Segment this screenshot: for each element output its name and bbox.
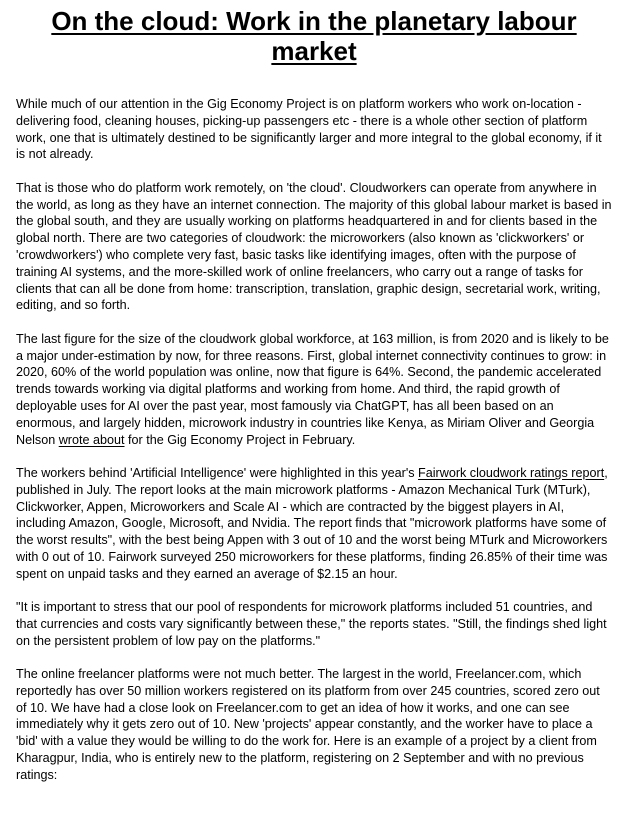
wrote-about-link[interactable]: wrote about xyxy=(58,432,125,447)
article xyxy=(16,0,612,784)
paragraph-text: The last figure for the size of the cloudwork global workforce, at 163 million, is from 2020 and is likely to be a major under-estimation by now, for three reasons. First, global internet connectivity continues to grow: in 2020, 60% of the world population was online, now that figure is 64%. Second, the pandemic accelerated trends towards working via digital platforms and working from home. And third, the rapid growth of deployable uses for AI over the past year, most famously via ChatGPT, has all been based on an enormous, and largely hidden, microwork industry in countries like Kenya, as Miriam Oliver and Georgia Nelson xyxy=(16,331,609,447)
paragraph-text: , published in July. The report looks at the main microwork platforms - Amazon Mechanical Turk (MTurk), Clickworker, Appen, Microworkers and Scale AI - which are contracted by the biggest players in AI, including Amazon, Google, Microsoft, and Nvidia. The report finds that "microwork platforms have some of the worst results", with the best being Appen with 3 out of 10 and the worst being MTurk and Microworkers with 0 out of 10. Fairwork surveyed 250 microworkers for these platforms, finding 26.85% of their time was spent on unpaid tasks and they earned an average of $2.15 an hour. xyxy=(16,465,608,581)
paragraph-freelancer: The online freelancer platforms were not much better. The largest in the world, Freelancer.com, which reportedly has over 50 million workers registered on its platform from over 245 countries, scored zero out of 10. We have had a close look on Freelancer.com to get an idea of how it works, and one can see immediately why it gets zero out of 10. New 'projects' appear constantly, and the worker have to place a 'bid' with a value they would be willing to do the work for. Here is an example of a project by a client from Kharagpur, India, who is entirely new to the platform, registering on 2 September and with no previous ratings: xyxy=(16,667,600,782)
article-title: On the cloud: Work in the planetary labour market xyxy=(51,6,577,66)
paragraph-text: The workers behind 'Artificial Intelligence' were highlighted in this year's xyxy=(16,465,419,480)
paragraph-text: for the Gig Economy Project in February. xyxy=(124,432,356,447)
paragraph-cloudwork: That is those who do platform work remotely, on 'the cloud'. Cloudworkers can operate from anywhere in the world, as long as they have an internet connection. The majority of this global labour market is based in the global south, and they are usually working on platforms headquartered in and for clients based in the global north. There are two categories of cloudwork: the microworkers (also known as 'clickworkers' or 'crowdworkers') who complete very fast, basic tasks like identifying images, often with the purpose of training AI systems, and the more-skilled work of online freelancers, who carry out a range of tasks for clients that can all be done from home: transcription, translation, graphic design, secretarial work, writing, editing, and so forth. xyxy=(16,180,612,313)
paragraph-intro: While much of our attention in the Gig Economy Project is on platform workers who work on-location - delivering food, cleaning houses, picking-up passengers etc - there is a whole other section of platform work, one that is ultimately destined to be significantly larger and more integral to the global economy, if it is not already. xyxy=(16,97,602,162)
fairwork-report-link[interactable]: Fairwork cloudwork ratings report xyxy=(418,465,605,480)
paragraph-workforce-size xyxy=(16,331,612,449)
paragraph-quote: "It is important to stress that our pool of respondents for microwork platforms included 51 countries, and that currencies and costs vary significantly between these," the reports states. "Still, the findings shed light on the persistent problem of low pay on the platforms." xyxy=(16,600,607,648)
paragraph-fairwork-report xyxy=(16,465,612,583)
